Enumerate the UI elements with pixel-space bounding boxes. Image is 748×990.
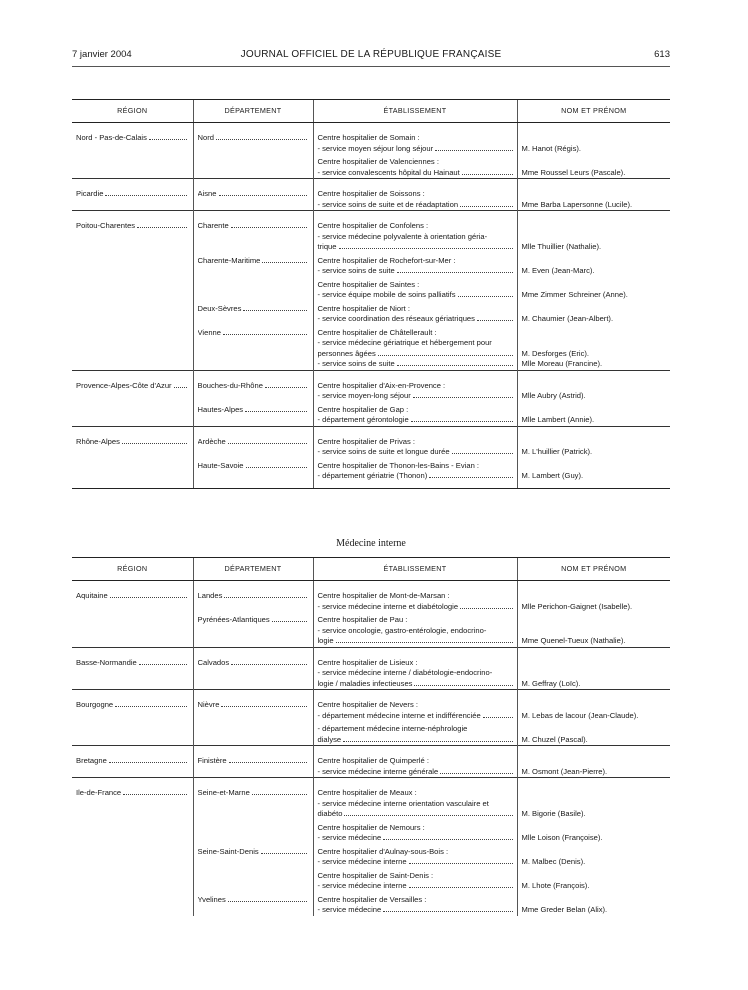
table-row — [72, 154, 670, 179]
service-line: logie — [318, 636, 513, 647]
person-name: M. Hanot (Régis). — [521, 143, 582, 153]
service-line: - service médecine — [318, 905, 513, 916]
service-line: - service coordination des réseaux gériatriques — [318, 314, 513, 325]
departement-cell: Ardèche — [198, 437, 309, 448]
region-cell: Bretagne — [76, 756, 189, 767]
region-cell: Poitou-Charentes — [76, 221, 189, 232]
person-name: M. Bigorie (Basile). — [521, 809, 586, 818]
region-cell: Nord - Pas-de-Calais — [76, 133, 189, 144]
etablissement-title: Centre hospitalier de Gap : — [317, 404, 409, 414]
region-cell: Ile-de-France — [76, 788, 189, 799]
table-row — [72, 211, 670, 253]
service-line: dialyse — [318, 735, 513, 746]
table-row — [72, 778, 670, 820]
service-line: diabéto — [318, 809, 513, 820]
person-name: M. Desforges (Eric). — [521, 348, 590, 358]
person-name: Mme Zimmer Schreiner (Anne). — [521, 290, 628, 299]
person-name: M. Lambert (Guy). — [521, 471, 584, 480]
departement-cell: Yvelines — [198, 895, 309, 906]
etablissement-title: Centre hospitalier de Meaux : — [317, 788, 417, 797]
person-name: Mlle Loison (Françoise). — [521, 833, 603, 842]
col-header-etablissement: ÉTABLISSEMENT — [313, 100, 517, 123]
service-line: - département gérontologie — [318, 415, 513, 426]
person-name: M. Chuzel (Pascal). — [521, 734, 588, 744]
etablissement-title: Centre hospitalier de Somain : — [317, 133, 420, 142]
table-row — [72, 820, 670, 844]
etablissement-title: Centre hospitalier de Confolens : — [317, 221, 429, 230]
service-line: - service oncologie, gastro-entérologie, endocrino- — [317, 625, 487, 635]
service-line: - service médecine interne générale — [318, 767, 513, 778]
person-name: M. Chaumier (Jean-Albert). — [521, 314, 614, 323]
service-line: - service équipe mobile de soins palliatifs — [318, 290, 513, 301]
person-name: M. Even (Jean-Marc). — [521, 266, 595, 275]
etablissement-title: Centre hospitalier de Lisieux : — [317, 657, 418, 667]
departement-cell: Nièvre — [198, 700, 309, 711]
etablissement-title: Centre hospitalier de Soissons : — [317, 189, 425, 198]
header-rule — [72, 66, 670, 67]
person-name: Mlle Perichon-Gaignet (Isabelle). — [521, 601, 633, 611]
service-line: - service médecine — [318, 833, 513, 844]
journal-title: JOURNAL OFFICIEL DE LA RÉPUBLIQUE FRANÇAISE — [240, 49, 502, 60]
service-line: - service soins de suite — [318, 359, 513, 370]
departement-cell: Pyrénées-Atlantiques — [198, 615, 309, 626]
etablissement-title: Centre hospitalier de Saintes : — [317, 279, 420, 289]
table-row — [72, 277, 670, 301]
etablissement-title: Centre hospitalier d'Aix-en-Provence : — [317, 380, 446, 390]
departement-cell: Aisne — [198, 189, 309, 200]
col-header-nom: NOM ET PRÉNOM — [517, 558, 670, 581]
service-line: - service médecine gériatrique et hébergement pour — [317, 338, 492, 347]
departement-cell: Charente — [198, 221, 309, 232]
table-row — [72, 581, 670, 613]
departement-cell: Haute-Savoie — [198, 461, 309, 472]
col-header-region: RÉGION — [72, 558, 193, 581]
region-cell: Rhône-Alpes — [76, 437, 189, 448]
departement-cell: Vienne — [198, 328, 309, 339]
person-name: Mme Greder Belan (Alix). — [521, 905, 608, 914]
etablissement-title: Centre hospitalier de Thonon-les-Bains - Evian : — [317, 460, 480, 470]
service-line: - service médecine interne — [318, 857, 513, 868]
table-row — [72, 844, 670, 868]
person-name: Mlle Thuillier (Nathalie). — [521, 242, 602, 251]
service-line: trique — [318, 242, 513, 253]
table-row — [72, 325, 670, 371]
departement-cell: Finistère — [198, 756, 309, 767]
region-cell: Basse-Normandie — [76, 658, 189, 669]
region-cell: Provence-Alpes-Côte d'Azur — [76, 381, 189, 392]
region-cell: Aquitaine — [76, 591, 189, 602]
service-line: - service soins de suite — [318, 266, 513, 277]
page-header — [72, 49, 670, 63]
etablissement-title: Centre hospitalier d'Aulnay-sous-Bois : — [317, 846, 449, 856]
table-row — [72, 301, 670, 325]
etablissement-title: Centre hospitalier de Nevers : — [317, 700, 418, 709]
table-row — [72, 458, 670, 489]
etablissement-title: Centre hospitalier de Niort : — [317, 303, 410, 313]
etablissement-title: Centre hospitalier de Saint-Denis : — [317, 870, 434, 880]
departement-cell: Deux-Sèvres — [198, 304, 309, 315]
departement-cell: Seine-et-Marne — [198, 788, 309, 799]
person-name: M. L'huillier (Patrick). — [521, 447, 593, 456]
person-name: Mlle Lambert (Annie). — [521, 415, 595, 424]
section-title: Médecine interne — [336, 538, 406, 549]
etablissement-title: Centre hospitalier de Versailles : — [317, 894, 427, 904]
service-line: - service soins de suite et de réadaptation — [318, 200, 513, 211]
publication-date: 7 janvier 2004 — [72, 49, 132, 60]
service-line: - service médecine interne / diabétologie-endocrino- — [317, 668, 493, 677]
person-name: M. Malbec (Denis). — [521, 857, 586, 866]
col-header-etablissement: ÉTABLISSEMENT — [313, 558, 517, 581]
service-line: - service médecine polyvalente à orientation géria- — [317, 231, 488, 241]
table-row — [72, 746, 670, 778]
etablissement-title: Centre hospitalier de Nemours : — [317, 822, 425, 832]
table-row — [72, 123, 670, 155]
region-cell: Picardie — [76, 189, 189, 200]
table-header-row — [72, 558, 670, 581]
departement-cell: Calvados — [198, 658, 309, 669]
service-line: - département médecine interne et indifférenciée — [318, 711, 513, 722]
etablissement-title: Centre hospitalier de Mont-de-Marsan : — [317, 591, 450, 600]
service-line: logie / maladies infectieuses — [318, 679, 513, 690]
person-name: Mlle Moreau (Francine). — [521, 359, 603, 368]
person-name: Mlle Aubry (Astrid). — [521, 391, 586, 400]
etablissement-title: Centre hospitalier de Châtellerault : — [317, 327, 437, 337]
person-name: Mme Quenel-Tueux (Nathalie). — [521, 636, 626, 645]
person-name: Mme Barba Lapersonne (Lucile). — [521, 199, 633, 209]
service-line: - service médecine interne — [318, 881, 513, 892]
departement-cell: Charente-Maritime — [198, 256, 309, 267]
table-row — [72, 370, 670, 402]
departement-cell: Hautes-Alpes — [198, 405, 309, 416]
person-name: Mme Roussel Leurs (Pascale). — [521, 167, 626, 177]
etablissement-title: Centre hospitalier de Pau : — [317, 615, 408, 624]
service-line: - service moyen séjour long séjour — [318, 144, 513, 155]
service-line: - service médecine interne et diabétologie — [318, 602, 513, 613]
person-name: M. Lhote (François). — [521, 881, 590, 890]
table-row — [72, 253, 670, 277]
etablissement-title: Centre hospitalier de Valenciennes : — [317, 157, 439, 166]
etablissement-title: Centre hospitalier de Quimperlé : — [317, 756, 429, 765]
table-row — [72, 426, 670, 458]
service-line: - service médecine interne orientation vasculaire et — [317, 798, 489, 808]
col-header-nom: NOM ET PRÉNOM — [517, 100, 670, 123]
etablissement-title: Centre hospitalier de Rochefort-sur-Mer : — [317, 255, 456, 265]
table-row — [72, 647, 670, 690]
departement-cell: Bouches-du-Rhône — [198, 381, 309, 392]
table-row — [72, 892, 670, 916]
table-row — [72, 612, 670, 647]
table-row — [72, 690, 670, 746]
table-row — [72, 402, 670, 427]
departement-cell: Seine-Saint-Denis — [198, 847, 309, 858]
table-header-row — [72, 100, 670, 123]
service-line: - département gériatrie (Thonon) — [318, 471, 513, 482]
region-cell: Bourgogne — [76, 700, 189, 711]
person-name: M. Lebas de lacour (Jean-Claude). — [521, 710, 639, 720]
etablissement-title: Centre hospitalier de Privas : — [317, 436, 415, 446]
departement-cell: Landes — [198, 591, 309, 602]
page-number: 613 — [654, 49, 670, 60]
table-gerontology — [72, 99, 670, 489]
table-row — [72, 179, 670, 211]
service-line: - service moyen-long séjour — [318, 391, 513, 402]
service-line: - service soins de suite et longue durée — [318, 447, 513, 458]
table-medecine-interne — [72, 557, 670, 916]
person-name: M. Osmont (Jean-Pierre). — [521, 766, 608, 776]
col-header-departement: DÉPARTEMENT — [193, 558, 313, 581]
person-name: M. Geffray (Loïc). — [521, 678, 581, 688]
col-header-region: RÉGION — [72, 100, 193, 123]
table-row — [72, 868, 670, 892]
service-line: personnes âgées — [318, 349, 513, 360]
service-line: - service convalescents hôpital du Hainaut — [318, 168, 513, 179]
col-header-departement: DÉPARTEMENT — [193, 100, 313, 123]
departement-cell: Nord — [198, 133, 309, 144]
service-line: - département médecine interne-néphrologie — [317, 724, 468, 733]
